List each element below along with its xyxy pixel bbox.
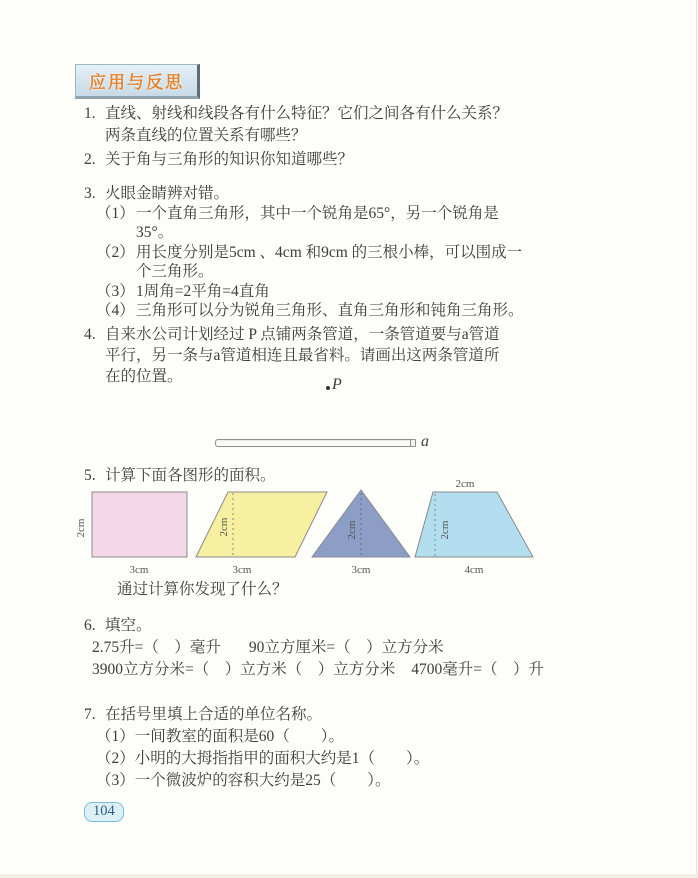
question-number: 1. xyxy=(84,105,96,122)
dimension-label: 3cm xyxy=(232,564,252,576)
trapezoid-shape xyxy=(415,492,533,557)
point-p-label: P xyxy=(332,376,342,393)
item-marker: （1） xyxy=(96,204,135,222)
dimension-label: 3cm xyxy=(129,564,149,576)
question-4 xyxy=(84,324,656,387)
fill-blank-item: 2.75升=（ ）毫升 xyxy=(92,639,221,656)
sub-item-3 xyxy=(96,282,656,302)
question-text-line: 在的位置。 xyxy=(105,368,183,385)
dimension-label: 2cm xyxy=(455,478,475,490)
page-number-badge: 104 xyxy=(84,802,124,822)
question-title: 在括号里填上合适的单位名称。 xyxy=(105,706,323,723)
dimension-label: 2cm xyxy=(346,520,358,540)
question-1 xyxy=(84,103,656,147)
question-number: 5. xyxy=(84,467,96,484)
point-p xyxy=(326,376,342,394)
question-title: 填空。 xyxy=(105,617,152,634)
dimension-label: 2cm xyxy=(218,517,230,537)
item-text-line: （3）一个微波炉的容积大约是25（ ）。 xyxy=(96,772,391,789)
item-text-line: 三角形可以分为锐角三角形、直角三角形和钝角三角形。 xyxy=(136,302,524,319)
parallelogram-shape xyxy=(196,492,327,557)
question-text-line: 关于角与三角形的知识你知道哪些？ xyxy=(105,151,354,168)
question-6 xyxy=(84,615,656,681)
sub-item-1 xyxy=(96,204,656,243)
dimension-label: 2cm xyxy=(75,518,87,538)
item-text-line: 35°。 xyxy=(136,224,174,241)
item-text-line: 1周角=2平角=4直角 xyxy=(136,282,270,300)
question-text-line: 直线、射线和线段各有什么特征？它们之间各有什么关系？ xyxy=(105,105,509,122)
page-edge-bottom xyxy=(0,874,698,878)
question-2 xyxy=(84,149,656,171)
question-title: 火眼金睛辨对错。 xyxy=(105,185,230,202)
section-badge: 应用与反思 xyxy=(75,64,200,99)
point-p-dot xyxy=(326,386,330,390)
item-marker: （2） xyxy=(96,243,135,261)
fill-blank-row xyxy=(92,637,656,659)
question-text-line: 两条直线的位置关系有哪些？ xyxy=(105,127,307,144)
fill-blank-item: 3900立方分米=（ ）立方米（ ）立方分米 xyxy=(92,661,396,678)
question-5-followup: 通过计算你发现了什么？ xyxy=(117,581,288,598)
question-number: 3. xyxy=(84,185,96,202)
item-text-line: （1）一间教室的面积是60（ ）。 xyxy=(96,728,345,745)
line-a xyxy=(215,439,416,447)
fill-blank-item: 4700毫升=（ ）升 xyxy=(411,661,544,678)
question-number: 2. xyxy=(84,151,96,168)
shapes-figure xyxy=(0,470,698,582)
question-text-line: 平行，另一条与a管道相连且最省料。请画出这两条管道所 xyxy=(105,347,500,364)
question-3 xyxy=(84,184,656,321)
question-number: 4. xyxy=(84,326,96,343)
fill-blank-row xyxy=(92,659,656,681)
page-edge-right xyxy=(696,0,697,878)
item-text-line: 个三角形。 xyxy=(136,263,214,280)
question-number: 6. xyxy=(84,617,96,634)
sub-item-2 xyxy=(96,243,656,282)
item-text-line: 一个直角三角形，其中一个锐角是65°，另一个锐角是 xyxy=(136,204,499,222)
item-marker: （3） xyxy=(96,282,135,300)
question-title: 计算下面各图形的面积。 xyxy=(105,467,276,484)
question-7 xyxy=(84,704,656,792)
item-marker: （4） xyxy=(96,302,135,319)
rectangle-shape xyxy=(92,492,187,557)
line-a-label: a xyxy=(421,433,429,450)
sub-item-4 xyxy=(96,301,656,321)
dimension-label: 4cm xyxy=(464,564,484,576)
dimension-label: 2cm xyxy=(439,520,451,540)
item-text-line: 用长度分别是5cm 、4cm 和9cm 的三根小棒，可以围成一 xyxy=(136,243,523,261)
item-text-line: （2）小明的大拇指指甲的面积大约是1（ ）。 xyxy=(96,750,430,767)
fill-blank-item: 90立方厘米=（ ）立方分米 xyxy=(248,639,444,656)
question-number: 7. xyxy=(84,706,96,723)
question-text-line: 自来水公司计划经过 P 点铺两条管道，一条管道要与a管道 xyxy=(105,326,500,343)
dimension-label: 3cm xyxy=(351,564,371,576)
